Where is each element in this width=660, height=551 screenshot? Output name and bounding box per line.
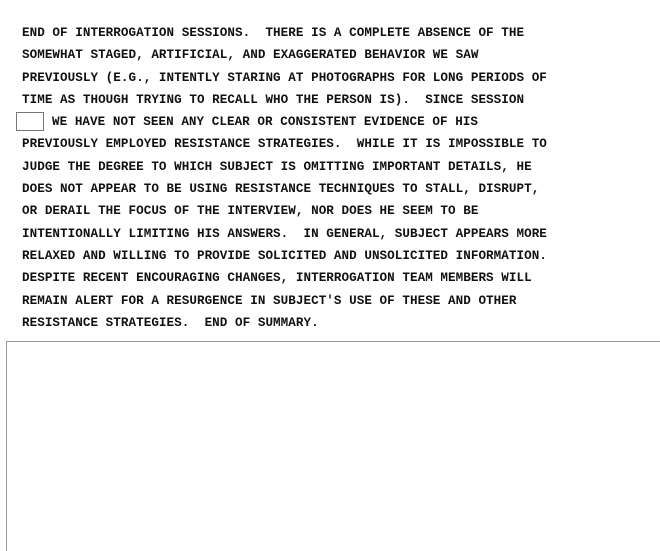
text-line-3: PREVIOUSLY (E.G., INTENTLY STARING AT PHOTOGRAPHS FOR LONG PERIODS OF — [22, 70, 547, 85]
text-line-5: WE HAVE NOT SEEN ANY CLEAR OR CONSISTENT EVIDENCE OF HIS — [52, 115, 479, 130]
text-line-13: REMAIN ALERT FOR A RESURGENCE IN SUBJECT'S USE OF THESE AND OTHER — [22, 293, 517, 308]
text-line-8: DOES NOT APPEAR TO BE USING RESISTANCE TECHNIQUES TO STALL, DISRUPT, — [22, 182, 540, 197]
text-line-10: INTENTIONALLY LIMITING HIS ANSWERS. IN GENERAL, SUBJECT APPEARS MORE — [22, 226, 547, 241]
text-line-6: PREVIOUSLY EMPLOYED RESISTANCE STRATEGIES. WHILE IT IS IMPOSSIBLE TO — [22, 137, 547, 152]
text-line-9: OR DERAIL THE FOCUS OF THE INTERVIEW, NOR DOES HE SEEM TO BE — [22, 204, 479, 219]
text-line-14: RESISTANCE STRATEGIES. END OF SUMMARY. — [22, 315, 319, 330]
text-line-1: END OF INTERROGATION SESSIONS. THERE IS A COMPLETE ABSENCE OF THE — [22, 26, 525, 40]
text-line-11: RELAXED AND WILLING TO PROVIDE SOLICITED AND UNSOLICITED INFORMATION. — [22, 248, 547, 263]
blank-lower-panel — [6, 341, 660, 551]
text-line-4: TIME AS THOUGH TRYING TO RECALL WHO THE PERSON IS). SINCE SESSION — [22, 92, 525, 107]
text-line-7: JUDGE THE DEGREE TO WHICH SUBJECT IS OMITTING IMPORTANT DETAILS, HE — [22, 159, 532, 174]
text-line-2: SOMEWHAT STAGED, ARTIFICIAL, AND EXAGGERATED BEHAVIOR WE SAW — [22, 48, 479, 63]
redaction-box — [16, 112, 44, 131]
text-line-12: DESPITE RECENT ENCOURAGING CHANGES, INTERROGATION TEAM MEMBERS WILL — [22, 271, 532, 286]
summary-text-block — [22, 22, 652, 334]
text-line-5-wrapper — [22, 111, 652, 133]
